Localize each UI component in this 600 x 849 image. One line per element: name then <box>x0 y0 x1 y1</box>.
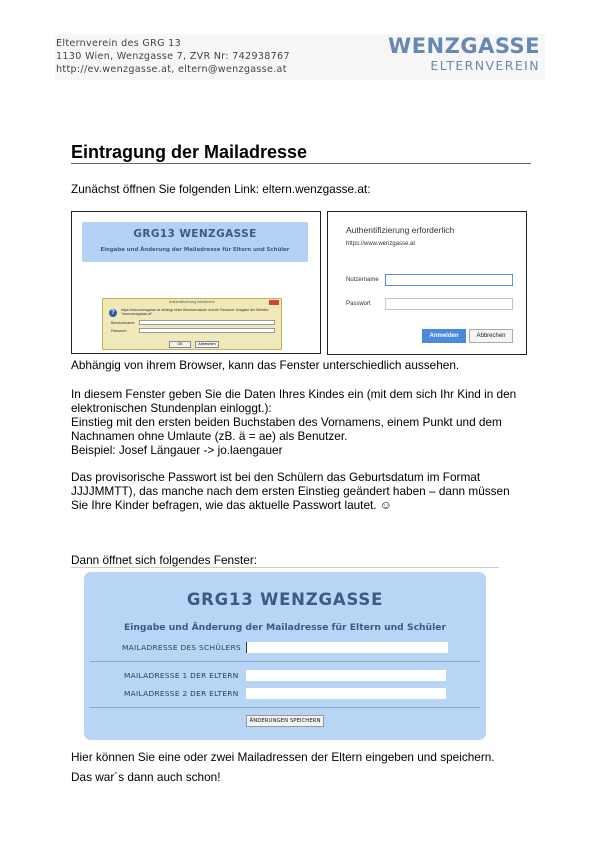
panel-subtitle: Eingabe und Änderung der Mailadresse für Eltern und Schüler <box>100 247 290 253</box>
student-email-label: MAILADRESSE DES SCHÜLERS <box>122 643 241 652</box>
username-label: Nutzername <box>346 277 379 283</box>
title-divider <box>71 163 531 164</box>
cancel-button[interactable]: Abbrechen <box>469 329 513 343</box>
dialog-message: https://www.wenzgasse.at verlangt einen Benutzernamen und ein Passwort. Ausgabe der Website: <box>121 308 270 312</box>
student-email-input[interactable] <box>246 642 448 653</box>
close-icon[interactable] <box>269 300 279 305</box>
para1-line: elektronischen Stundenplan einloggt.): <box>71 401 272 415</box>
org-contact: http://ev.wenzgasse.at, eltern@wenzgasse.at <box>56 64 287 75</box>
dialog-url: https://www.wenzgasse.at <box>346 241 416 247</box>
parent2-email-input[interactable] <box>246 688 446 699</box>
password-label: Passwort <box>346 301 371 307</box>
auth-dialog <box>102 298 282 350</box>
panel-title: GRG13 WENZGASSE <box>133 228 257 240</box>
divider <box>71 567 499 568</box>
save-changes-button[interactable]: ÄNDERUNGEN SPEICHERN <box>246 715 324 727</box>
intro-text: Zunächst öffnen Sie folgenden Link: eltern.wenzgasse.at: <box>71 182 371 196</box>
brand-logo: WENZGASSE <box>388 34 540 58</box>
login-button[interactable]: Anmelden <box>422 329 466 343</box>
dialog-message-2: "www.wenzgasse.at" <box>121 312 153 316</box>
username-label: Benutzername: <box>111 321 136 325</box>
form-divider <box>90 707 480 708</box>
cancel-button[interactable]: Abbrechen <box>195 341 219 348</box>
form-subtitle: Eingabe und Änderung der Mailadresse für Eltern und Schüler <box>123 622 447 633</box>
dialog-title: Authentifizierung erforderlich <box>169 300 215 304</box>
parent2-email-label: MAILADRESSE 2 DER ELTERN <box>124 689 239 698</box>
browser-note: Abhängig von ihrem Browser, kann das Fenster unterschiedlich aussehen. <box>71 358 460 372</box>
screenshot-login-browser-2 <box>327 211 527 355</box>
para2-line: Das provisorische Passwort ist bei den Schülern das Geburtsdatum im Format <box>71 470 481 484</box>
brand-subtitle: ELTERNVEREIN <box>430 58 540 73</box>
screenshot-login-browser-1 <box>71 211 321 354</box>
password-label: Passwort: <box>111 329 127 333</box>
para1-line: Beispiel: Josef Längauer -> jo.laengauer <box>71 443 283 457</box>
org-address: 1130 Wien, Wenzgasse 7, ZVR Nr: 742938767 <box>56 51 290 62</box>
para1-line: In diesem Fenster geben Sie die Daten Ihres Kindes ein (mit dem sich Ihr Kind in den <box>71 387 517 401</box>
parent1-email-label: MAILADRESSE 1 DER ELTERN <box>124 671 239 680</box>
header-panel <box>82 222 308 262</box>
password-field[interactable] <box>139 328 275 333</box>
closing-text-2: Das war´s dann auch schon! <box>71 770 221 784</box>
page-title: Eintragung der Mailadresse <box>71 142 308 162</box>
then-window-text: Dann öffnet sich folgendes Fenster: <box>71 553 258 567</box>
username-field[interactable] <box>385 274 513 286</box>
question-icon: ? <box>109 309 117 317</box>
para1-line: Nachnamen ohne Umlaute (zB. ä = ae) als Benutzer. <box>71 429 348 443</box>
para2-line: JJJJMMTT), das manche nach dem ersten Einstieg geändert haben – dann müssen <box>71 484 510 498</box>
dialog-title: Authentifizierung erforderlich <box>346 225 455 235</box>
mail-form-screenshot <box>84 572 486 740</box>
ok-button[interactable]: OK <box>169 341 191 348</box>
para2-line: Sie Ihre Kinder befragen, wie das aktuelle Passwort lautet. ☺ <box>71 498 392 512</box>
closing-text-1: Hier können Sie eine oder zwei Mailadressen der Eltern eingeben und speichern. <box>71 750 495 764</box>
username-field[interactable] <box>139 320 275 325</box>
password-field[interactable] <box>385 298 513 310</box>
parent1-email-input[interactable] <box>246 670 446 681</box>
org-name: Elternverein des GRG 13 <box>56 38 181 49</box>
form-divider <box>90 661 480 662</box>
para1-line: Einstieg mit den ersten beiden Buchstaben des Vornamens, einem Punkt und dem <box>71 415 502 429</box>
form-title: GRG13 WENZGASSE <box>186 590 384 609</box>
